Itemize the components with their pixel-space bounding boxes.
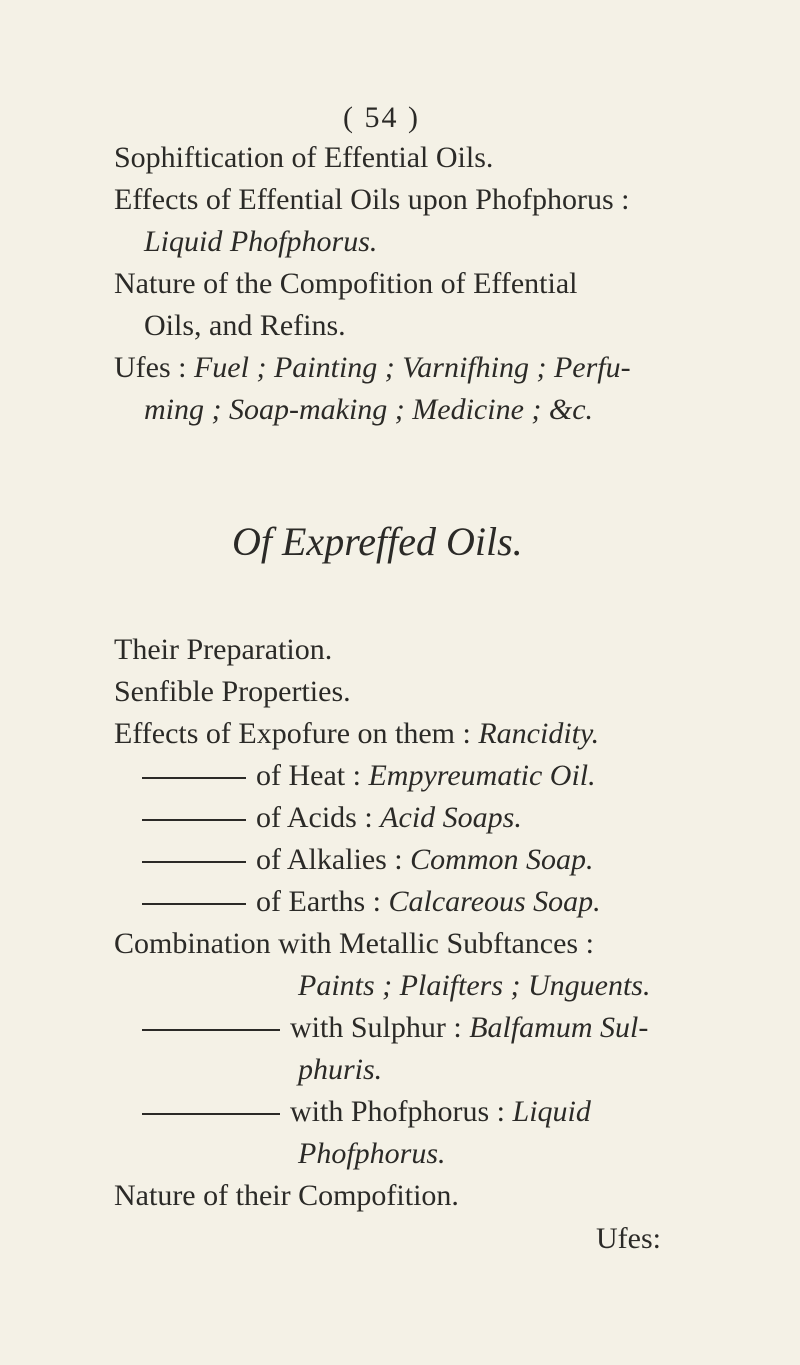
text-line: Liquid Phofphorus. bbox=[144, 225, 378, 258]
text-segment: of Earths : bbox=[256, 885, 389, 918]
text-line bbox=[142, 884, 601, 920]
text-line: Paints ; Plaifters ; Unguents. bbox=[298, 969, 651, 1002]
text-segment: Balfamum Sul- bbox=[469, 1011, 649, 1044]
text-line: Phofphorus. bbox=[298, 1137, 446, 1170]
text-segment: Acid Soaps. bbox=[380, 801, 522, 834]
text-segment: Ufes : bbox=[114, 351, 194, 384]
text-segment: Empyreumatic Oil. bbox=[368, 759, 596, 792]
text-line: Senfible Properties. bbox=[114, 675, 351, 708]
text-line bbox=[142, 1010, 648, 1046]
text-segment: Rancidity. bbox=[478, 717, 600, 750]
ditto-rule bbox=[142, 819, 246, 821]
ditto-rule bbox=[142, 903, 246, 905]
text-line bbox=[114, 716, 599, 752]
text-segment: Effects of Effential Oils upon Phofphorus : bbox=[114, 183, 630, 216]
text-line: Nature of their Compofition. bbox=[114, 1179, 459, 1212]
text-segment: Fuel ; Painting ; Varnifhing ; Perfu- bbox=[193, 351, 631, 384]
section-heading: Of Expreffed Oils. bbox=[232, 519, 523, 564]
text-line: Sophiftication of Effential Oils. bbox=[114, 141, 494, 174]
text-line: ming ; Soap-making ; Medicine ; &c. bbox=[144, 393, 594, 426]
page-number: ( 54 ) bbox=[343, 101, 420, 134]
text-line bbox=[114, 350, 631, 386]
text-segment: of Heat : bbox=[256, 759, 369, 792]
text-segment: of Acids : bbox=[256, 801, 381, 834]
text-line: Combination with Metallic Subftances : bbox=[114, 927, 594, 960]
text-segment: of Alkalies : bbox=[256, 843, 411, 876]
catchword: Ufes: bbox=[596, 1222, 661, 1255]
text-line bbox=[114, 182, 629, 218]
text-segment: with Phofphorus : bbox=[290, 1095, 513, 1128]
ditto-rule bbox=[142, 1029, 280, 1031]
text-segment: Liquid bbox=[512, 1095, 591, 1128]
text-segment: Effects of Expofure on them : bbox=[114, 717, 479, 750]
text-line: Oils, and Refins. bbox=[144, 309, 346, 342]
text-segment: Calcareous Soap. bbox=[388, 885, 601, 918]
ditto-rule bbox=[142, 861, 246, 863]
text-line bbox=[142, 758, 596, 794]
text-line bbox=[142, 842, 594, 878]
text-line: Their Preparation. bbox=[114, 633, 333, 666]
text-line: phuris. bbox=[298, 1053, 383, 1086]
ditto-rule bbox=[142, 777, 246, 779]
text-line: Nature of the Compofition of Effential bbox=[114, 267, 578, 300]
text-segment: with Sulphur : bbox=[290, 1011, 470, 1044]
text-line bbox=[142, 1094, 591, 1130]
text-line bbox=[142, 800, 522, 836]
ditto-rule bbox=[142, 1113, 280, 1115]
text-segment: Common Soap. bbox=[410, 843, 594, 876]
